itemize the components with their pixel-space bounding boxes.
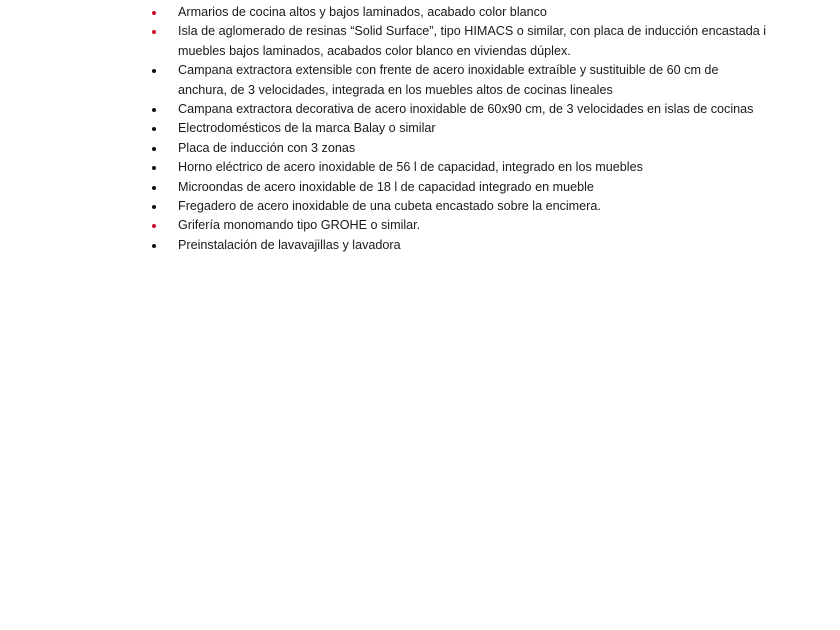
list-item-text: Grifería monomando tipo GROHE o similar. <box>178 218 421 233</box>
kitchen-specs-list <box>150 3 770 255</box>
list-item <box>150 178 770 197</box>
list-item-text: Fregadero de acero inoxidable de una cubeta encastado sobre la encimera. <box>178 199 601 214</box>
list-item <box>150 158 770 177</box>
bullet-icon <box>152 244 156 248</box>
list-item <box>150 216 770 235</box>
list-item-text: Microondas de acero inoxidable de 18 l de capacidad integrado en mueble <box>178 179 594 194</box>
list-item <box>150 119 770 138</box>
bullet-icon <box>152 166 156 170</box>
bullet-icon <box>152 127 156 131</box>
list-item-text: Campana extractora decorativa de acero inoxidable de 60x90 cm, de 3 velocidades en islas de cocinas <box>178 102 754 117</box>
list-item <box>150 3 770 22</box>
list-item <box>150 61 770 100</box>
list-item <box>150 100 770 119</box>
list-item-text: Horno eléctrico de acero inoxidable de 56 l de capacidad, integrado en los muebles <box>178 160 643 175</box>
bullet-icon <box>152 147 156 151</box>
list-item <box>150 236 770 255</box>
list-item <box>150 22 770 61</box>
bullet-icon <box>152 30 156 34</box>
list-item <box>150 139 770 158</box>
bullet-icon <box>152 69 156 73</box>
bullet-icon <box>152 205 156 209</box>
list-item-text: Isla de aglomerado de resinas “Solid Surface”, tipo HIMACS o similar, con placa de inducción encastada i muebles bajos laminados, acabados color blanco en viviendas dúplex. <box>178 24 767 58</box>
list-item-text: Campana extractora extensible con frente de acero inoxidable extraíble y sustituible de 60 cm de anchura, de 3 velocidades, integrada en los muebles altos de cocinas lineales <box>178 63 719 97</box>
list-item-text: Armarios de cocina altos y bajos laminados, acabado color blanco <box>178 5 547 19</box>
bullet-icon <box>152 108 156 112</box>
list-item-text: Preinstalación de lavavajillas y lavadora <box>178 237 401 252</box>
bullet-icon <box>152 11 156 15</box>
list-item <box>150 197 770 216</box>
bullet-icon <box>152 186 156 190</box>
list-item-text: Electrodomésticos de la marca Balay o similar <box>178 121 436 136</box>
list-item-text: Placa de inducción con 3 zonas <box>178 140 356 155</box>
bullet-icon <box>152 224 156 228</box>
